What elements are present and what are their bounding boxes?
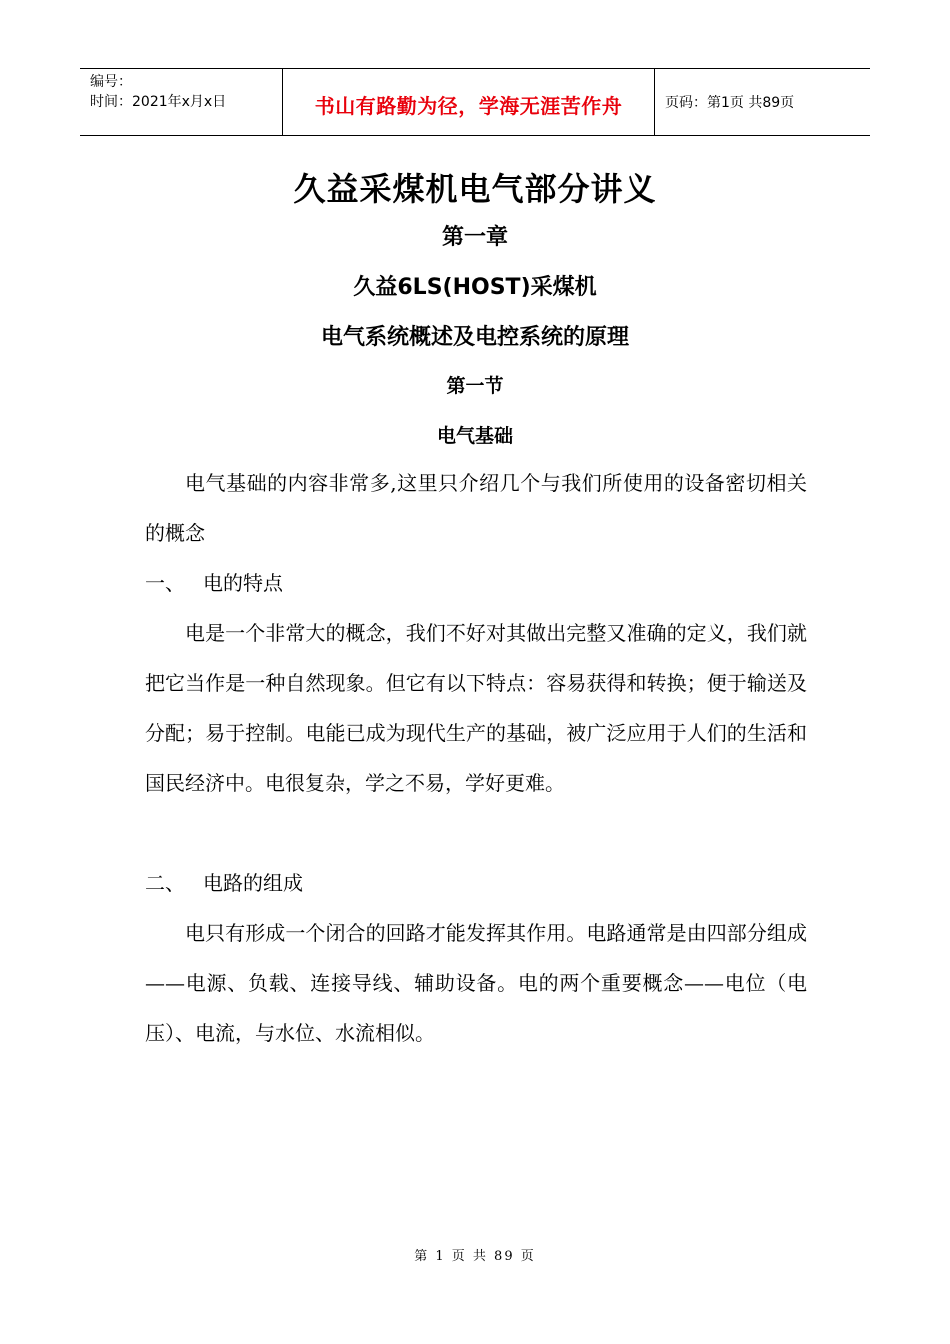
- chapter-subtitle-1: 久益6LS(HOST)采煤机: [353, 275, 597, 300]
- chapter-subtitle-2: 电气系统概述及电控系统的原理: [320, 325, 629, 350]
- header-motto: 书山有路勤为径，学海无涯苦作舟: [314, 93, 623, 118]
- header-page-info: 页码：第1页 共89页: [665, 95, 795, 111]
- paragraph-1: 电是一个非常大的概念，我们不好对其做出完整又准确的定义，我们就把它当作是一种自然现象。但它有以下特点：容易获得和转换；便于输送及分配；易于控制。电能已成为现代生产的基础，被广泛应用于人们的生活和国民经济中。电很复杂，学之不易，学好更难。: [145, 621, 807, 795]
- intro-paragraph: 电气基础的内容非常多,这里只介绍几个与我们所使用的设备密切相关的概念: [145, 471, 807, 545]
- number-label: 编号：: [90, 74, 132, 90]
- heading-2-number: 二、: [145, 871, 185, 895]
- chapter-heading: 第一章: [441, 225, 508, 250]
- time-label: 时间：2021年x月x日: [90, 94, 227, 110]
- section-heading: 第一节: [446, 375, 504, 397]
- page-header: [80, 68, 870, 136]
- heading-2: [145, 858, 807, 908]
- header-meta: [80, 69, 282, 135]
- heading-1-text: 电的特点: [203, 571, 283, 595]
- page-footer: 第 1 页 共 89 页: [414, 1249, 536, 1264]
- document-title: 久益采煤机电气部分讲义: [293, 170, 657, 208]
- heading-2-text: 电路的组成: [203, 871, 303, 895]
- heading-1-number: 一、: [145, 571, 185, 595]
- heading-1: [145, 558, 807, 608]
- section-title: 电气基础: [436, 425, 513, 447]
- header-motto-cell: [282, 69, 655, 135]
- paragraph-2: 电只有形成一个闭合的回路才能发挥其作用。电路通常是由四部分组成——电源、负载、连接导线、辅助设备。电的两个重要概念——电位（电压）、电流，与水位、水流相似。: [145, 921, 807, 1045]
